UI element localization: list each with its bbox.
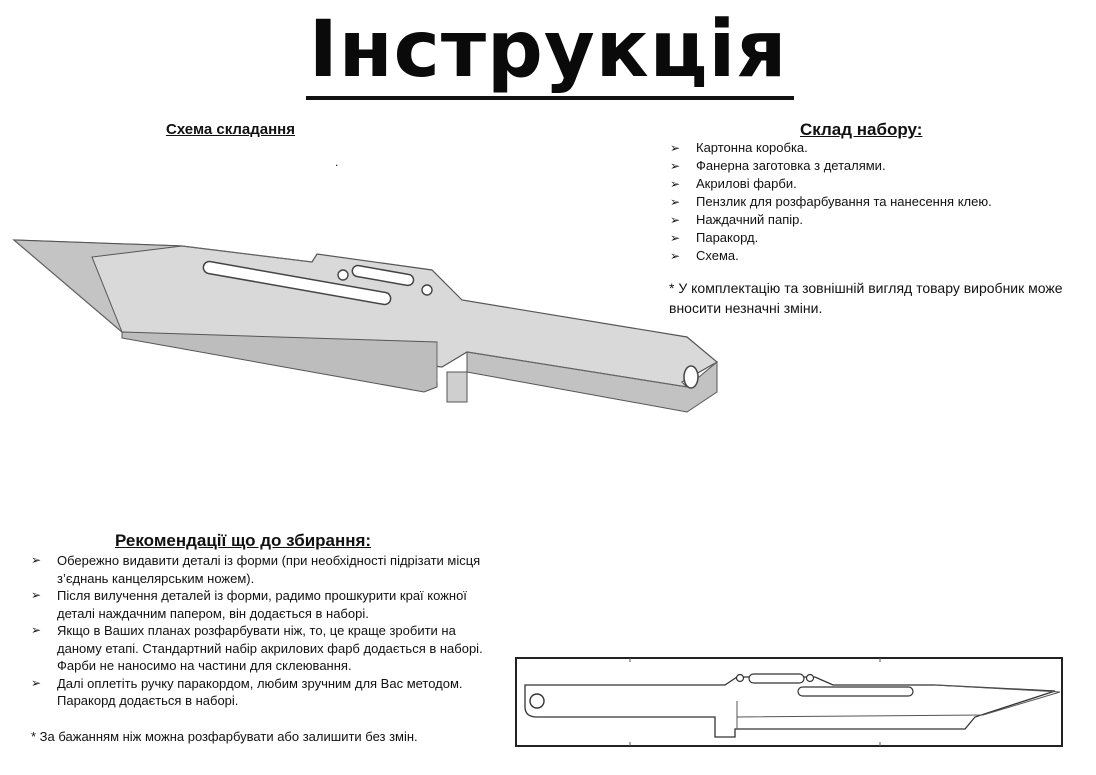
knife-hole-1 <box>338 270 348 280</box>
list-item <box>31 587 486 622</box>
list-item <box>670 175 992 193</box>
arrow-bullet-icon: ➢ <box>670 159 681 173</box>
list-item <box>670 157 992 175</box>
arrow-bullet-icon: ➢ <box>670 249 681 263</box>
kit-item-text: Пензлик для розфарбування та нанесення клею. <box>696 194 992 209</box>
kit-note: * У комплектацію та зовнішній вигляд товару виробник може вносити незначні зміни. <box>669 280 1063 316</box>
arrow-bullet-icon: ➢ <box>670 231 681 245</box>
knife-lanyard-hole <box>684 366 698 388</box>
arrow-bullet-icon: ➢ <box>31 588 42 602</box>
scheme-heading: Схема складання <box>166 121 295 138</box>
kit-list <box>670 139 992 265</box>
knife-parts-outline <box>515 657 1063 747</box>
flat-hole-2 <box>807 675 814 682</box>
flat-lanyard-hole <box>530 694 544 708</box>
knife-guard-tab <box>447 372 467 402</box>
arrow-bullet-icon: ➢ <box>31 623 42 637</box>
kit-item-text: Паракорд. <box>696 230 759 245</box>
scheme-dot: . <box>335 155 339 169</box>
list-item <box>670 247 992 265</box>
flat-slot-short <box>749 674 804 683</box>
recommendation-text: Обережно видавити деталі із форми (при необхідності підрізати місця з’єднань канцелярським ножем). <box>57 553 481 586</box>
kit-item-text: Схема. <box>696 248 739 263</box>
kit-item-text: Картонна коробка. <box>696 140 808 155</box>
flat-slot-long <box>798 687 913 696</box>
knife-hole-2 <box>422 285 432 295</box>
arrow-bullet-icon: ➢ <box>670 141 681 155</box>
list-item <box>670 211 992 229</box>
recommendation-text: Після вилучення деталей із форми, радимо прошкурити краї кожної деталі наждачним папером, він додається в наборі. <box>57 588 467 621</box>
knife-side-face <box>122 332 437 392</box>
list-item <box>31 675 486 710</box>
arrow-bullet-icon: ➢ <box>670 213 681 227</box>
knife-3d-illustration <box>12 232 722 422</box>
list-item <box>670 229 992 247</box>
arrow-bullet-icon: ➢ <box>670 195 681 209</box>
recommendation-text: Далі оплетіть ручку паракордом, любим зручним для Вас методом. Паракорд додається в наборі. <box>57 675 463 708</box>
arrow-bullet-icon: ➢ <box>670 177 681 191</box>
title-underline <box>306 96 794 100</box>
recommendations-heading: Рекомендації що до збирання: <box>115 531 372 550</box>
kit-item-text: Фанерна заготовка з деталями. <box>696 158 886 173</box>
arrow-bullet-icon: ➢ <box>31 553 42 567</box>
recommendations-note: * За бажанням ніж можна розфарбувати або залишити без змін. <box>31 729 418 744</box>
kit-heading: Склад набору: <box>800 120 923 139</box>
kit-item-text: Наждачний папір. <box>696 212 803 227</box>
flat-hole-1 <box>737 675 744 682</box>
list-item <box>31 552 486 587</box>
page-title: Інструкція <box>308 5 788 95</box>
list-item <box>31 622 486 675</box>
list-item <box>670 139 992 157</box>
recommendation-text: Якщо в Ваших планах розфарбувати ніж, то, це краще зробити на даному етапі. Стандартний набір акрилових фарб додається в наборі. Фарби не наносимо на частини для склеювання. <box>57 623 483 673</box>
list-item <box>670 193 992 211</box>
kit-item-text: Акрилові фарби. <box>696 176 797 191</box>
arrow-bullet-icon: ➢ <box>31 675 42 690</box>
recommendations-list <box>31 552 486 710</box>
